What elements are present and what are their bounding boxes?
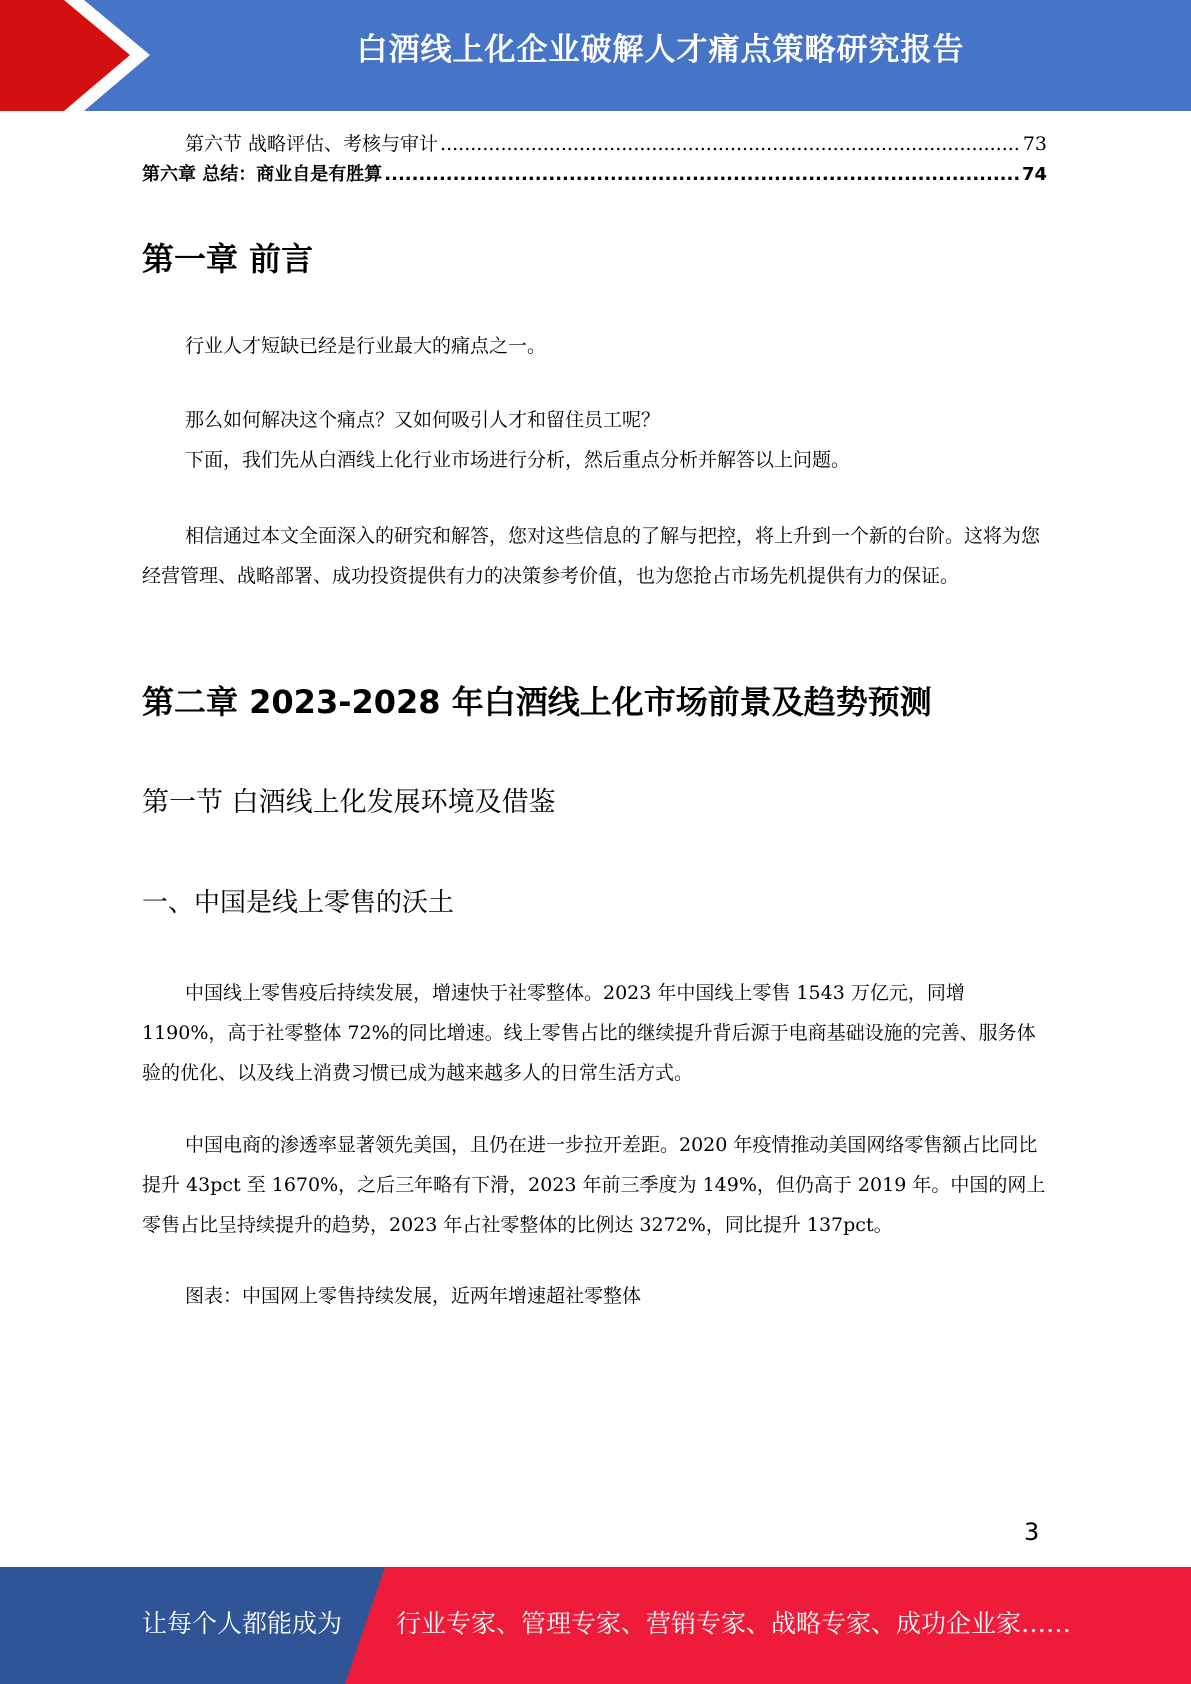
toc-item-label: 第六章 总结：商业自是有胜算 xyxy=(142,164,383,185)
paragraph: 那么如何解决这个痛点？又如何吸引人才和留住员工呢？ xyxy=(185,409,661,431)
toc-leader xyxy=(440,131,1021,157)
section-title: 第一节 白酒线上化发展环境及借鉴 xyxy=(142,787,556,818)
toc-item-label: 第六节 战略评估、考核与审计 xyxy=(185,133,439,155)
chapter-title: 第一章 前言 xyxy=(142,240,314,278)
footer-banner xyxy=(0,1567,1191,1684)
chapter-title: 第二章 2023-2028 年白酒线上化市场前景及趋势预测 xyxy=(142,683,932,721)
footer-slogan-right: 行业专家、管理专家、营销专家、战略专家、成功企业家…… xyxy=(396,1609,1072,1638)
paragraph: 行业人才短缺已经是行业最大的痛点之一。 xyxy=(185,335,547,357)
toc-item-page: 74 xyxy=(1021,164,1047,185)
header-banner xyxy=(0,0,1191,111)
toc-leader xyxy=(384,162,1020,188)
subsection-title: 一、中国是线上零售的沃土 xyxy=(142,888,455,918)
paragraph: 中国线上零售疫后持续发展，增速快于社零整体。2023 年中国线上零售 1543 万亿元，同增 1190%，高于社零整体 72%的同比增速。线上零售占比的继续提升背后源于电商基础设施的完善、服务体验的优化、以及线上消费习惯已成为越来越多人的日常生活方式。 xyxy=(142,982,1036,1084)
page-number: 3 xyxy=(1024,1518,1040,1546)
paragraph: 下面，我们先从白酒线上化行业市场进行分析，然后重点分析并解答以上问题。 xyxy=(185,449,851,471)
toc-item[interactable] xyxy=(142,162,1047,188)
paragraph: 相信通过本文全面深入的研究和解答，您对这些信息的了解与把控，将上升到一个新的台阶。这将为您经营管理、战略部署、成功投资提供有力的决策参考价值，也为您抢占市场先机提供有力的保证。 xyxy=(142,525,1041,587)
paragraph: 中国电商的渗透率显著领先美国，且仍在进一步拉开差距。2020 年疫情推动美国网络零售额占比同比提升 43pct 至 1670%，之后三年略有下滑，2023 年前三季度为 149%，但仍高于 2019 年。中国的网上零售占比呈持续提升的趋势，2023 年占社零整体的比例达 3272%，同比提升 137pct。 xyxy=(142,1134,1046,1236)
report-title: 白酒线上化企业破解人才痛点策略研究报告 xyxy=(356,32,965,68)
figure-caption: 图表：中国网上零售持续发展，近两年增速超社零整体 xyxy=(185,1285,642,1307)
toc-item[interactable] xyxy=(185,131,1047,157)
toc-item-page: 73 xyxy=(1022,133,1047,155)
footer-slogan-left: 让每个人都能成为 xyxy=(142,1609,343,1638)
